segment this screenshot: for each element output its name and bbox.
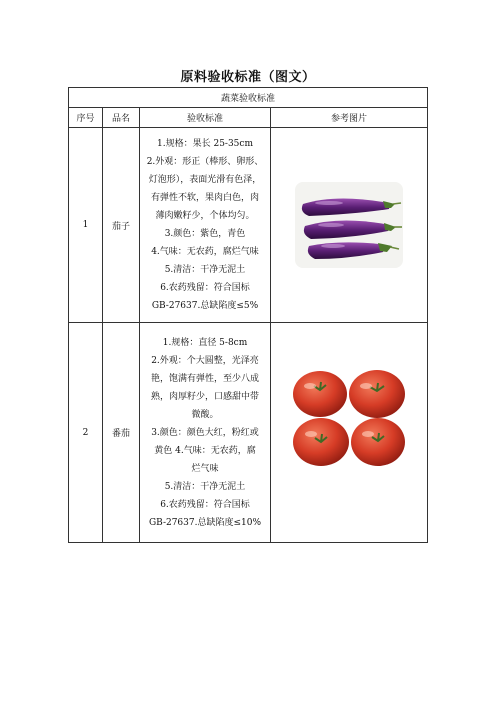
spec-line: 黄色 4.气味：无农药，腐 (154, 445, 256, 456)
spec-line: 4.气味：无农药，腐烂气味 (151, 247, 259, 257)
spec-line: GB-27637.总缺陷度≤10% (148, 517, 262, 528)
header-standard: 验收标准 (140, 108, 271, 128)
row-number: 2 (69, 323, 103, 543)
table-row (69, 128, 428, 323)
spec-line: GB-27637.总缺陷度≤5% (151, 301, 259, 311)
spec-line: 3.颜色：紫色，青色 (164, 229, 246, 239)
spec-line: 2.外观：个大圆整，光泽亮 (151, 355, 259, 366)
spec-line: 1.规格：直径 5-8cm (162, 337, 248, 348)
row-number: 1 (69, 128, 103, 323)
spec-line: 6.农药残留：符合国标 (160, 499, 250, 510)
spec-line: 烂气味 (191, 463, 219, 474)
spec-line: 5.清洁：干净无泥土 (164, 265, 246, 275)
spec-line: 5.清洁：干净无泥土 (164, 481, 246, 492)
spec-line: 3.颜色：颜色大红，粉红或 (151, 427, 259, 438)
header-number: 序号 (69, 108, 103, 128)
header-name: 品名 (103, 108, 140, 128)
document-title: 原料验收标准（图文） (180, 70, 316, 85)
spec-line: 微酸。 (191, 409, 219, 420)
table-row (69, 323, 428, 543)
spec-line: 薄肉嫩籽少，个体均匀。 (155, 211, 255, 221)
reference-image-cell (271, 128, 428, 323)
eggplant-photo (295, 182, 403, 268)
spec-line: 1.规格：果长 25-35cm (157, 139, 253, 149)
spec-line: 6.农药残留：符合国标 (160, 283, 250, 293)
spec-cell (140, 323, 271, 543)
header-image: 参考图片 (271, 108, 428, 128)
spec-line: 2.外观：形正（棒形、卵形、 (146, 157, 264, 167)
standards-table (68, 87, 428, 543)
spec-line: 艳，饱满有弹性，至少八成 (150, 373, 259, 384)
item-name: 番茄 (103, 323, 140, 543)
spec-line: 灯泡形），表面光滑有色泽， (148, 175, 262, 185)
reference-image-cell (271, 323, 428, 543)
spec-cell (140, 128, 271, 323)
tomato-photo (290, 368, 408, 470)
section-heading: 蔬菜验收标准 (69, 88, 428, 108)
spec-line: 熟，肉厚籽少，口感甜中带 (150, 391, 259, 402)
item-name: 茄子 (103, 128, 140, 323)
spec-line: 有弹性不软，果肉白色，肉 (150, 193, 259, 203)
